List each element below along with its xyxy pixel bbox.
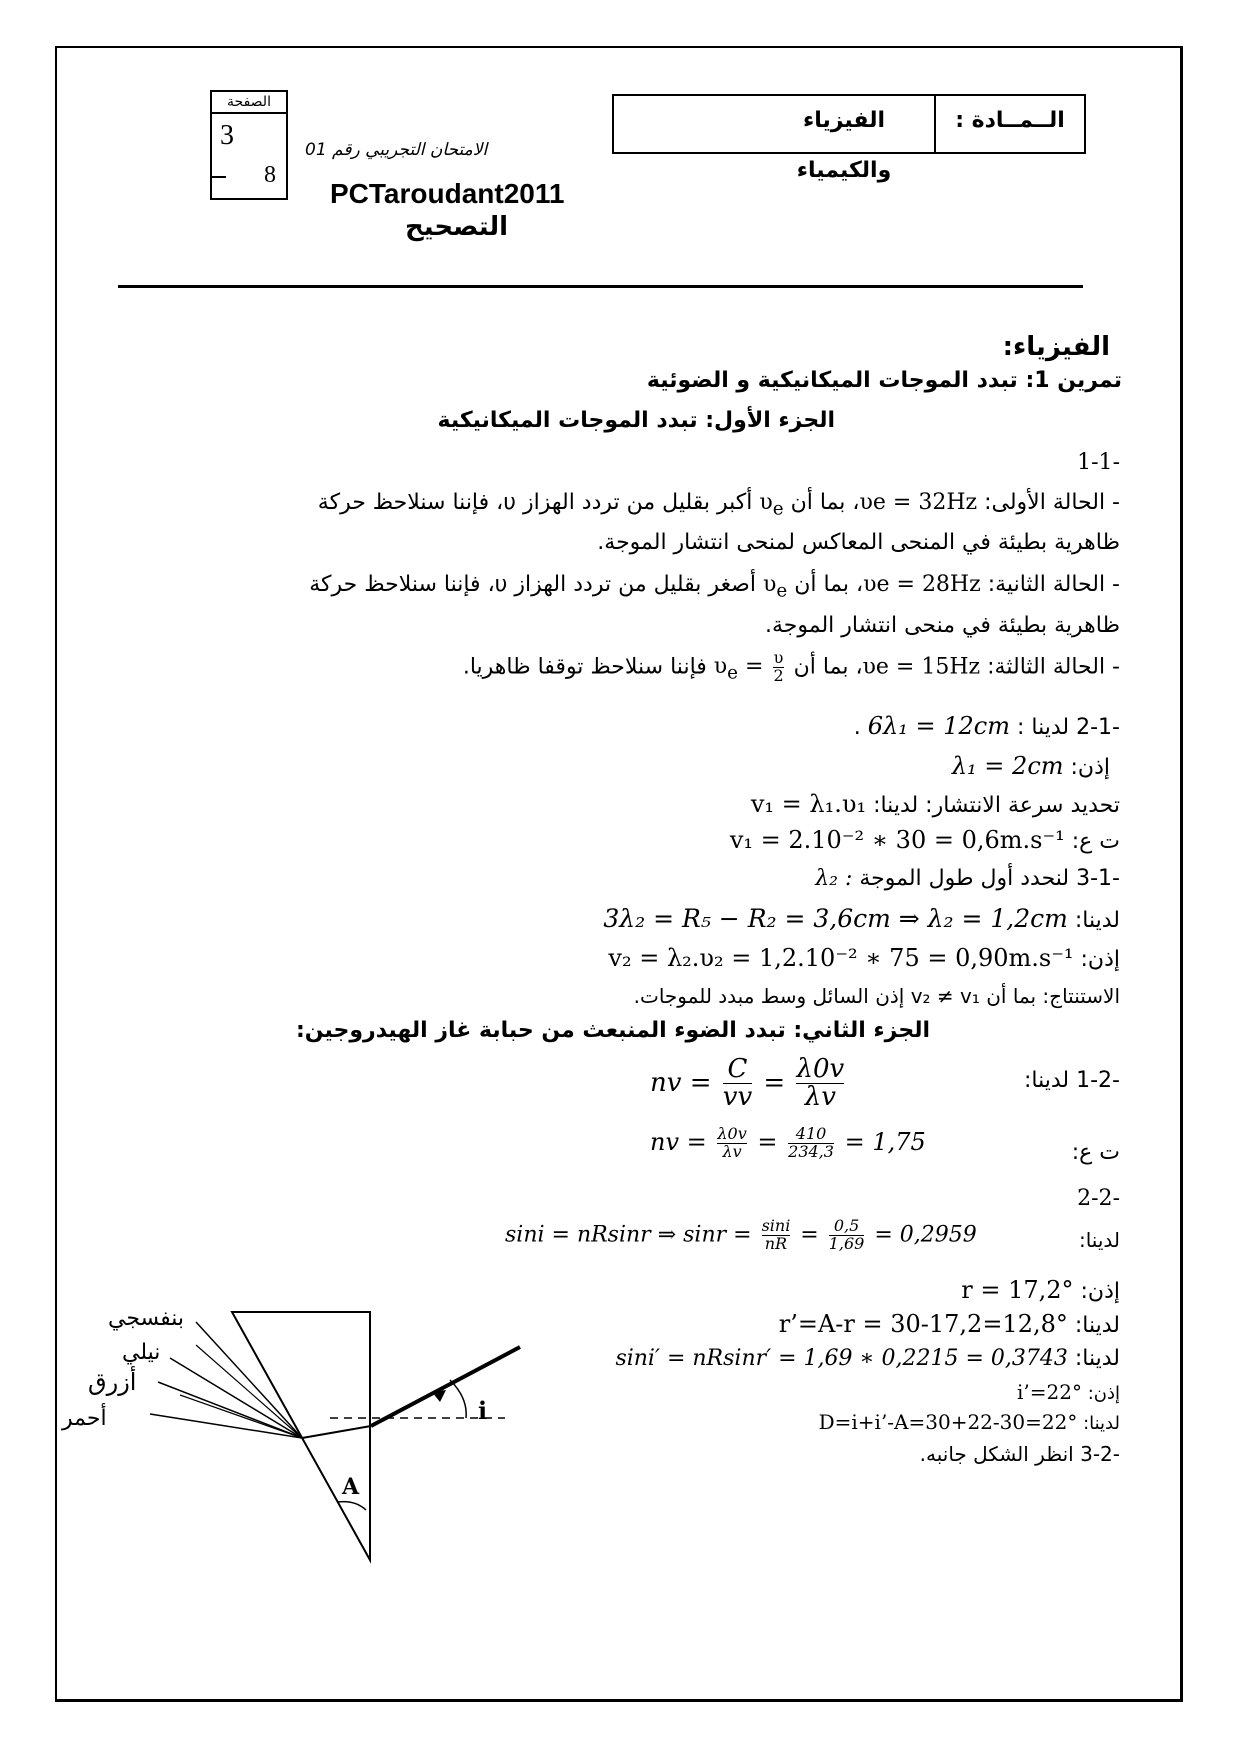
label-red: أحمر xyxy=(62,1406,107,1431)
correction-title: التصحيح xyxy=(405,212,508,242)
q13-eq-line: لدينا: 3λ₂ = R₅ − R₂ = 3,6cm ⇒ λ₂ = 1,2cm xyxy=(603,904,1120,933)
case2-line2: ظاهرية بطيئة في منحى انتشار الموجة. xyxy=(764,613,1120,638)
subject-value: الفيزياء والكيمياء xyxy=(796,108,892,183)
exercise-title: تمرين 1: تبدد الموجات الميكانيكية و الضوئية xyxy=(646,368,1122,393)
r-line: إذن: r = 17,2° xyxy=(961,1276,1120,1304)
case3-line: - الحالة الثالثة: υe = 15Hz، بما أن $\upsilon_e$ = $\frac{\upsilon}{2}$ فإننا سنلاحظ توقفا ظاهريا. xyxy=(462,648,1120,685)
conclusion: الاستنتاج: بما أن v₂ ≠ v₁ إذن السائل وسط مبدد للموجات. xyxy=(633,984,1120,1008)
q13-eq2-line: إذن: v₂ = λ₂.υ₂ = 1,2.10⁻² ∗ 75 = 0,90m.s⁻¹ xyxy=(608,944,1120,972)
speed-line: تحديد سرعة الانتشار: لدينا: v₁ = λ₁.υ₁ xyxy=(750,790,1120,818)
snell-formula: sini = nRsinr ⇒ sinr = $\frac{\sin i}{nR}$ = $\frac{0,5}{1,69}$ = 0,2959 xyxy=(505,1216,977,1253)
label-angle-i: i xyxy=(478,1396,488,1425)
speed-num-line: ت ع: v₁ = 2.10⁻² ∗ 30 = 0,6m.s⁻¹ xyxy=(729,826,1120,854)
q12-line: -2-1 لدينا : 6λ₁ = 12cm . xyxy=(853,712,1120,740)
page-current: 3 xyxy=(220,120,234,151)
sinp-line: لدينا: sini′ = nRsinr′ = 1,69 ∗ 0,2215 = 0,3743 xyxy=(615,1346,1120,1371)
label-violet: بنفسجي xyxy=(108,1306,185,1331)
site-name: PCTaroudant2011 xyxy=(330,178,565,209)
part1-title: الجزء الأول: تبدد الموجات الميكانيكية xyxy=(437,408,835,433)
label-angle-A: A xyxy=(342,1474,360,1500)
q11: -1-1 xyxy=(1077,450,1120,475)
page-total: 8 xyxy=(264,162,276,188)
ip-line: إذن: i’=22° xyxy=(1016,1380,1120,1404)
have-3: لدينا: xyxy=(1078,1228,1120,1252)
case2-line: - الحالة الثانية: υe = 28Hz، بما أن $\upsilon_e$ أصغر بقليل من تردد الهزاز υ، فإننا سنلاحظ حركة xyxy=(309,572,1120,602)
label-blue: أزرق xyxy=(88,1368,137,1396)
nv-formula: nv = $\frac{C}{vv}$ = $\frac{\lambda 0v}{\lambda v}$ xyxy=(650,1054,845,1113)
q12-then: إذن: λ₁ = 2cm xyxy=(951,752,1110,780)
case1-line2: ظاهرية بطيئة في المنحى المعاكس لمنحى انتشار الموجة. xyxy=(597,530,1120,555)
num-label-2: ت ع: xyxy=(1071,1140,1120,1165)
page-label: الصفحة xyxy=(212,92,286,114)
exam-title: الامتحان التجريبي رقم 01 xyxy=(305,140,488,160)
angle-i-arc xyxy=(450,1380,466,1418)
dev-line: لدينا: D=i+i’-A=30+22-30=22° xyxy=(818,1410,1120,1434)
blue-ray xyxy=(158,1382,302,1438)
internal-ray xyxy=(302,1426,371,1438)
case1-line: - الحالة الأولى: υe = 32Hz، بما أن $\upsilon_e$ أكبر بقليل من تردد الهزاز υ، فإننا سنلاحظ حركة xyxy=(317,490,1120,520)
violet-ray xyxy=(196,1322,302,1438)
q23: -3-2 انظر الشكل جانبه. xyxy=(919,1442,1120,1466)
part2-title: الجزء الثاني: تبدد الضوء المنبعث من حبابة غاز الهيدروجين: xyxy=(295,1018,930,1043)
incident-ray xyxy=(371,1347,520,1426)
section-title: الفيزياء: xyxy=(1002,332,1110,362)
angle-arrow xyxy=(432,1390,446,1402)
label-indigo: نيلي xyxy=(122,1340,161,1365)
q22: -2-2 xyxy=(1077,1186,1120,1211)
nv-numeric: nv = $\frac{\lambda 0v}{\lambda v}$ = $\frac{410}{234,3}$ = 1,75 xyxy=(650,1124,926,1161)
q21-label: -1-2 لدينا: xyxy=(1023,1068,1120,1093)
q13-line: -3-1 لنحدد أول طول الموجة λ₂ : xyxy=(815,866,1120,891)
subject-label: الــمــادة : xyxy=(934,96,1084,152)
rp-line: لدينا: r’=A-r = 30-17,2=12,8° xyxy=(778,1310,1120,1338)
